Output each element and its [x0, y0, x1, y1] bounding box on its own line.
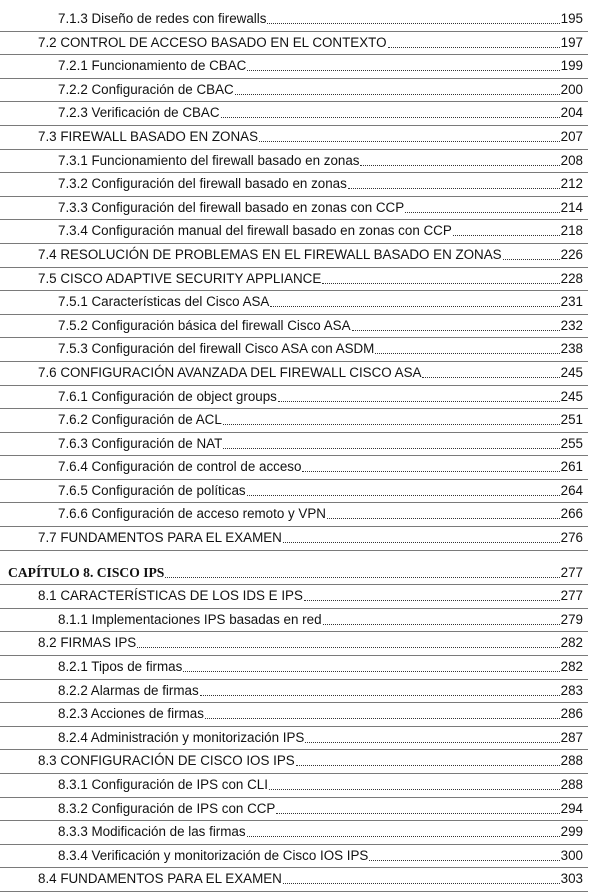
toc-entry-page: 245 [560, 388, 583, 404]
toc-entry-page: 199 [560, 58, 583, 74]
toc-entry-title: 7.3.1 Funcionamiento del firewall basado en zonas [58, 152, 360, 168]
toc-entry-page: 288 [560, 753, 583, 769]
toc-entry-title: 7.4 RESOLUCIÓN DE PROBLEMAS EN EL FIREWALL BASADO EN ZONAS [38, 246, 502, 262]
toc-entry [0, 750, 600, 774]
toc-entry-title: 7.6 CONFIGURACIÓN AVANZADA DEL FIREWALL CISCO ASA [38, 364, 422, 380]
toc-entry [0, 315, 600, 339]
toc-entry [0, 8, 600, 32]
toc-leader-dots [269, 777, 560, 790]
toc-entry [0, 727, 600, 751]
toc-entry [0, 527, 600, 551]
toc-entry-title: 8.3.2 Configuración de IPS con CCP [58, 800, 276, 816]
toc-entry-title: 7.7 FUNDAMENTOS PARA EL EXAMEN [38, 530, 282, 546]
toc-leader-dots [221, 105, 560, 118]
toc-entry-page: 277 [560, 564, 583, 580]
toc-leader-dots [283, 530, 560, 543]
toc-leader-dots [259, 129, 560, 142]
toc-entry [0, 609, 600, 633]
toc-entry-title: 7.3.3 Configuración del firewall basado en zonas con CCP [58, 199, 405, 215]
toc-entry-title: 7.6.6 Configuración de acceso remoto y VPN [58, 506, 326, 522]
toc-entry-title: 8.2 FIRMAS IPS [38, 635, 137, 651]
toc-leader-dots [296, 753, 560, 766]
toc-entry [0, 244, 600, 268]
toc-leader-dots [327, 506, 560, 519]
toc-entry [0, 220, 600, 244]
toc-entry [0, 150, 600, 174]
toc-entry [0, 656, 600, 680]
toc-entry-page: 282 [560, 659, 583, 675]
toc-leader-dots [322, 271, 559, 284]
toc-entry-title: 8.4 FUNDAMENTOS PARA EL EXAMEN [38, 871, 282, 887]
toc-leader-dots [375, 341, 559, 354]
toc-entry-title: 8.1.1 Implementaciones IPS basadas en red [58, 611, 322, 627]
toc-entry [0, 338, 600, 362]
toc-entry-page: 266 [560, 506, 583, 522]
toc-leader-dots [247, 824, 560, 837]
toc-entry-page: 218 [560, 223, 583, 239]
toc-entry [0, 173, 600, 197]
toc-leader-dots [323, 612, 560, 625]
toc-entry-page: 255 [560, 435, 583, 451]
toc-entry [0, 362, 600, 386]
toc-section-chapter-7 [0, 8, 600, 551]
toc-entry-title: 7.5.3 Configuración del firewall Cisco ASA con ASDM [58, 341, 375, 357]
toc-leader-dots [200, 683, 560, 696]
toc-leader-dots [352, 318, 560, 331]
toc-entry-page: 214 [560, 199, 583, 215]
toc-entry [0, 798, 600, 822]
toc-leader-dots [283, 871, 560, 884]
toc-section-chapter-8 [0, 562, 600, 892]
toc-leader-dots [304, 588, 560, 601]
toc-entry-page: 264 [560, 482, 583, 498]
toc-entry [0, 102, 600, 126]
toc-entry [0, 868, 600, 892]
toc-entry-page: 279 [560, 611, 583, 627]
toc-leader-dots [247, 483, 560, 496]
toc-entry-title: 7.2.1 Funcionamiento de CBAC [58, 58, 247, 74]
toc-leader-dots [388, 35, 560, 48]
toc-entry-title: 7.6.4 Configuración de control de acceso [58, 459, 302, 475]
toc-leader-dots [267, 11, 559, 24]
toc-entry [0, 774, 600, 798]
toc-entry-page: 238 [560, 341, 583, 357]
toc-entry [0, 409, 600, 433]
toc-leader-dots [270, 294, 559, 307]
toc-leader-dots [369, 848, 559, 861]
toc-entry-page: 251 [560, 412, 583, 428]
toc-leader-dots [302, 459, 559, 472]
toc-entry [0, 585, 600, 609]
toc-entry-page: 286 [560, 706, 583, 722]
toc-entry [0, 32, 600, 56]
toc-entry [0, 821, 600, 845]
toc-entry-title: 8.2.3 Acciones de firmas [58, 706, 204, 722]
toc-entry-page: 228 [560, 270, 583, 286]
toc-entry-title: CAPÍTULO 8. CISCO IPS [8, 564, 165, 580]
toc-entry-title: 7.2.2 Configuración de CBAC [58, 81, 234, 97]
toc-entry [0, 562, 600, 586]
toc-entry-page: 232 [560, 317, 583, 333]
toc-entry [0, 632, 600, 656]
toc-entry-page: 277 [560, 588, 583, 604]
table-of-contents [0, 8, 600, 892]
toc-entry-page: 197 [560, 34, 583, 50]
toc-leader-dots [223, 412, 560, 425]
toc-entry-page: 200 [560, 81, 583, 97]
toc-leader-dots [276, 801, 559, 814]
toc-entry-title: 7.3.4 Configuración manual del firewall basado en zonas con CCP [58, 223, 452, 239]
toc-entry-title: 7.1.3 Diseño de redes con firewalls [58, 11, 267, 26]
toc-entry-title: 7.6.3 Configuración de NAT [58, 435, 223, 451]
toc-entry-page: 231 [560, 294, 583, 310]
toc-entry [0, 703, 600, 727]
toc-entry [0, 126, 600, 150]
toc-entry-page: 226 [560, 246, 583, 262]
chapter-gap [0, 551, 600, 562]
toc-leader-dots [305, 730, 559, 743]
toc-entry [0, 680, 600, 704]
toc-entry-page: 276 [560, 530, 583, 546]
toc-entry-title: 7.3 FIREWALL BASADO EN ZONAS [38, 128, 259, 144]
toc-entry-page: 204 [560, 105, 583, 121]
toc-entry-title: 7.6.2 Configuración de ACL [58, 412, 222, 428]
toc-entry [0, 456, 600, 480]
toc-entry-title: 7.2.3 Verificación de CBAC [58, 105, 220, 121]
toc-entry-page: 282 [560, 635, 583, 651]
toc-entry [0, 268, 600, 292]
toc-leader-dots [235, 82, 560, 95]
toc-entry-page: 287 [560, 729, 583, 745]
toc-leader-dots [278, 389, 560, 402]
toc-entry [0, 503, 600, 527]
toc-entry-page: 294 [560, 800, 583, 816]
toc-entry-title: 8.1 CARACTERÍSTICAS DE LOS IDS E IPS [38, 588, 303, 604]
toc-entry-title: 8.3.3 Modificación de las firmas [58, 824, 246, 840]
toc-entry-page: 300 [560, 847, 583, 863]
toc-row-rule [0, 550, 588, 551]
toc-leader-dots [165, 565, 559, 578]
toc-leader-dots [137, 635, 559, 648]
toc-entry-page: 283 [560, 682, 583, 698]
toc-entry-title: 7.5 CISCO ADAPTIVE SECURITY APPLIANCE [38, 270, 322, 286]
toc-entry [0, 197, 600, 221]
toc-leader-dots [503, 247, 560, 260]
toc-entry-page: 245 [560, 364, 583, 380]
toc-entry-page: 208 [560, 152, 583, 168]
toc-leader-dots [405, 200, 560, 213]
toc-entry-page: 299 [560, 824, 583, 840]
toc-entry-title: 7.2 CONTROL DE ACCESO BASADO EN EL CONTEXTO [38, 34, 387, 50]
toc-entry-title: 8.2.4 Administración y monitorización IPS [58, 729, 305, 745]
toc-entry-page: 195 [560, 11, 583, 26]
toc-entry [0, 386, 600, 410]
toc-entry-title: 8.3 CONFIGURACIÓN DE CISCO IOS IPS [38, 753, 295, 769]
toc-entry-title: 7.6.5 Configuración de políticas [58, 482, 246, 498]
toc-entry-title: 7.5.2 Configuración básica del firewall Cisco ASA [58, 317, 351, 333]
toc-entry [0, 291, 600, 315]
toc-leader-dots [360, 153, 559, 166]
toc-entry [0, 55, 600, 79]
toc-entry-title: 8.3.4 Verificación y monitorización de Cisco IOS IPS [58, 847, 369, 863]
toc-leader-dots [183, 659, 559, 672]
toc-entry [0, 480, 600, 504]
toc-leader-dots [453, 223, 560, 236]
toc-leader-dots [348, 176, 560, 189]
toc-leader-dots [422, 365, 559, 378]
toc-entry-title: 8.2.1 Tipos de firmas [58, 659, 183, 675]
toc-entry-page: 288 [560, 777, 583, 792]
toc-entry-title: 7.3.2 Configuración del firewall basado en zonas [58, 176, 347, 192]
toc-entry-page: 303 [560, 871, 583, 887]
toc-entry-title: 8.2.2 Alarmas de firmas [58, 682, 199, 698]
toc-entry-title: 8.3.1 Configuración de IPS con CLI [58, 777, 268, 792]
toc-leader-dots [223, 436, 559, 449]
toc-entry-page: 212 [560, 176, 583, 192]
toc-entry [0, 845, 600, 869]
toc-entry [0, 79, 600, 103]
toc-leader-dots [205, 706, 560, 719]
toc-entry-title: 7.6.1 Configuración de object groups [58, 388, 277, 404]
toc-leader-dots [247, 58, 559, 71]
toc-entry [0, 433, 600, 457]
toc-entry-title: 7.5.1 Características del Cisco ASA [58, 294, 270, 310]
toc-entry-page: 261 [560, 459, 583, 475]
toc-entry-page: 207 [560, 128, 583, 144]
